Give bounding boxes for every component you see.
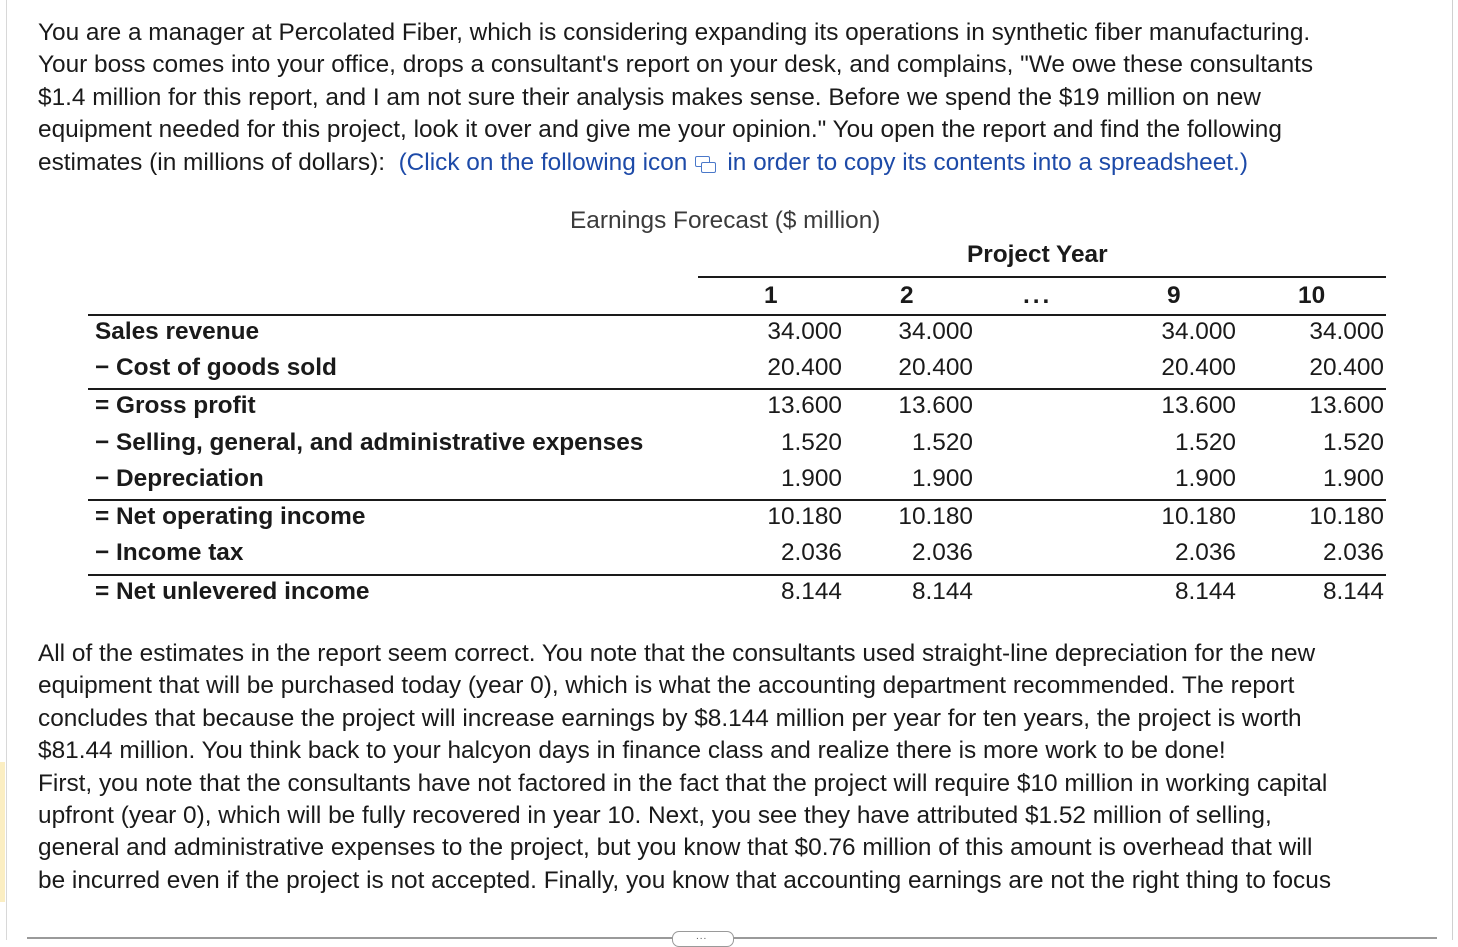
- row-label: − Selling, general, and administrative expenses: [95, 429, 644, 456]
- cell-value: 8.144: [780, 578, 842, 605]
- cell-value: 34.000: [898, 318, 973, 345]
- cell-value: 8.144: [1174, 578, 1236, 605]
- table-caption: Earnings Forecast ($ million): [570, 207, 881, 234]
- body-line: be incurred even if the project is not accepted. Finally, you know that accounting earnings are not the right thing to focus: [38, 866, 1332, 894]
- cell-value: 2.036: [780, 539, 842, 566]
- row-label: Sales revenue: [95, 318, 260, 345]
- cell-value: 13.600: [767, 392, 842, 419]
- copy-spreadsheet-link[interactable]: (Click on the following icon in order to copy its contents into a spreadsheet.): [398, 148, 1248, 176]
- cell-value: 13.600: [1309, 392, 1384, 419]
- column-header-ellipsis: ...: [1023, 282, 1053, 309]
- expand-more-button[interactable]: ...: [672, 931, 734, 947]
- header-top-rule: [698, 276, 1386, 278]
- cell-value: 13.600: [898, 392, 973, 419]
- column-header-year-10: 10: [1298, 282, 1326, 309]
- intro-line-2: Your boss comes into your office, drops a consultant's report on your desk, and complains, "We owe these consultants: [38, 51, 1314, 79]
- cell-value: 1.520: [911, 429, 973, 456]
- cell-value: 10.180: [767, 503, 842, 530]
- row-rule: [88, 574, 1386, 576]
- cell-value: 13.600: [1161, 392, 1236, 419]
- row-label: = Net unlevered income: [95, 578, 370, 605]
- cell-value: 20.400: [898, 354, 973, 381]
- copy-spreadsheet-icon[interactable]: [695, 154, 721, 172]
- cell-value: 2.036: [911, 539, 973, 566]
- cell-value: 10.180: [1161, 503, 1236, 530]
- cell-value: 34.000: [1309, 318, 1384, 345]
- cell-value: 8.144: [1322, 578, 1384, 605]
- cell-value: 8.144: [911, 578, 973, 605]
- row-rule: [88, 499, 1386, 501]
- body-line: First, you note that the consultants have not factored in the fact that the project will require $10 million in working capital: [38, 769, 1328, 797]
- cell-value: 20.400: [1309, 354, 1384, 381]
- column-header-year-9: 9: [1167, 282, 1181, 309]
- body-line: general and administrative expenses to the project, but you know that $0.76 million of this amount is overhead that will: [38, 834, 1313, 862]
- cell-value: 1.900: [1322, 465, 1384, 492]
- intro-line-1: You are a manager at Percolated Fiber, which is considering expanding its operations in synthetic fiber manufacturing.: [38, 19, 1311, 46]
- intro-line-4: equipment needed for this project, look it over and give me your opinion." You open the report and find the following: [38, 116, 1282, 144]
- cell-value: 20.400: [767, 354, 842, 381]
- cell-value: 2.036: [1322, 539, 1384, 566]
- header-bottom-rule: [88, 314, 1386, 316]
- cell-value: 1.900: [911, 465, 973, 492]
- cell-value: 1.520: [780, 429, 842, 456]
- column-header-year-2: 2: [900, 282, 914, 309]
- body-line: upfront (year 0), which will be fully recovered in year 10. Next, you see they have attributed $1.52 million of selling,: [38, 802, 1272, 830]
- cell-value: 1.900: [1174, 465, 1236, 492]
- cell-value: 1.520: [1322, 429, 1384, 456]
- cell-value: 10.180: [898, 503, 973, 530]
- cell-value: 34.000: [1161, 318, 1236, 345]
- body-line: concludes that because the project will increase earnings by $8.144 million per year for ten years, the project is worth: [38, 704, 1302, 732]
- cell-value: 2.036: [1174, 539, 1236, 566]
- column-header-year-1: 1: [764, 282, 778, 309]
- row-label: = Net operating income: [95, 503, 366, 530]
- highlight-strip: [0, 762, 5, 902]
- intro-paragraph: [38, 17, 1448, 179]
- row-label: − Income tax: [95, 539, 244, 566]
- cell-value: 1.900: [780, 465, 842, 492]
- cell-value: 20.400: [1161, 354, 1236, 381]
- intro-line-5: estimates (in millions of dollars):: [38, 148, 385, 176]
- row-rule: [88, 388, 1386, 390]
- frame-left-border: [6, 0, 7, 940]
- cell-value: 10.180: [1309, 503, 1384, 530]
- row-label: − Depreciation: [95, 465, 264, 492]
- cell-value: 1.520: [1174, 429, 1236, 456]
- cell-value: 34.000: [767, 318, 842, 345]
- body-line: All of the estimates in the report seem correct. You note that the consultants used straight-line depreciation for the new: [38, 640, 1316, 667]
- intro-line-3: $1.4 million for this report, and I am not sure their analysis makes sense. Before we spend the $19 million on new: [38, 83, 1261, 111]
- project-year-header: Project Year: [967, 241, 1108, 268]
- body-line: $81.44 million. You think back to your halcyon days in finance class and realize there is more work to be done!: [38, 737, 1226, 765]
- row-label: = Gross profit: [95, 392, 256, 419]
- row-label: − Cost of goods sold: [95, 354, 337, 381]
- analysis-paragraph: [38, 638, 1448, 897]
- frame-right-border: [1452, 0, 1453, 940]
- body-line: equipment that will be purchased today (year 0), which is what the accounting department recommended. The report: [38, 672, 1295, 700]
